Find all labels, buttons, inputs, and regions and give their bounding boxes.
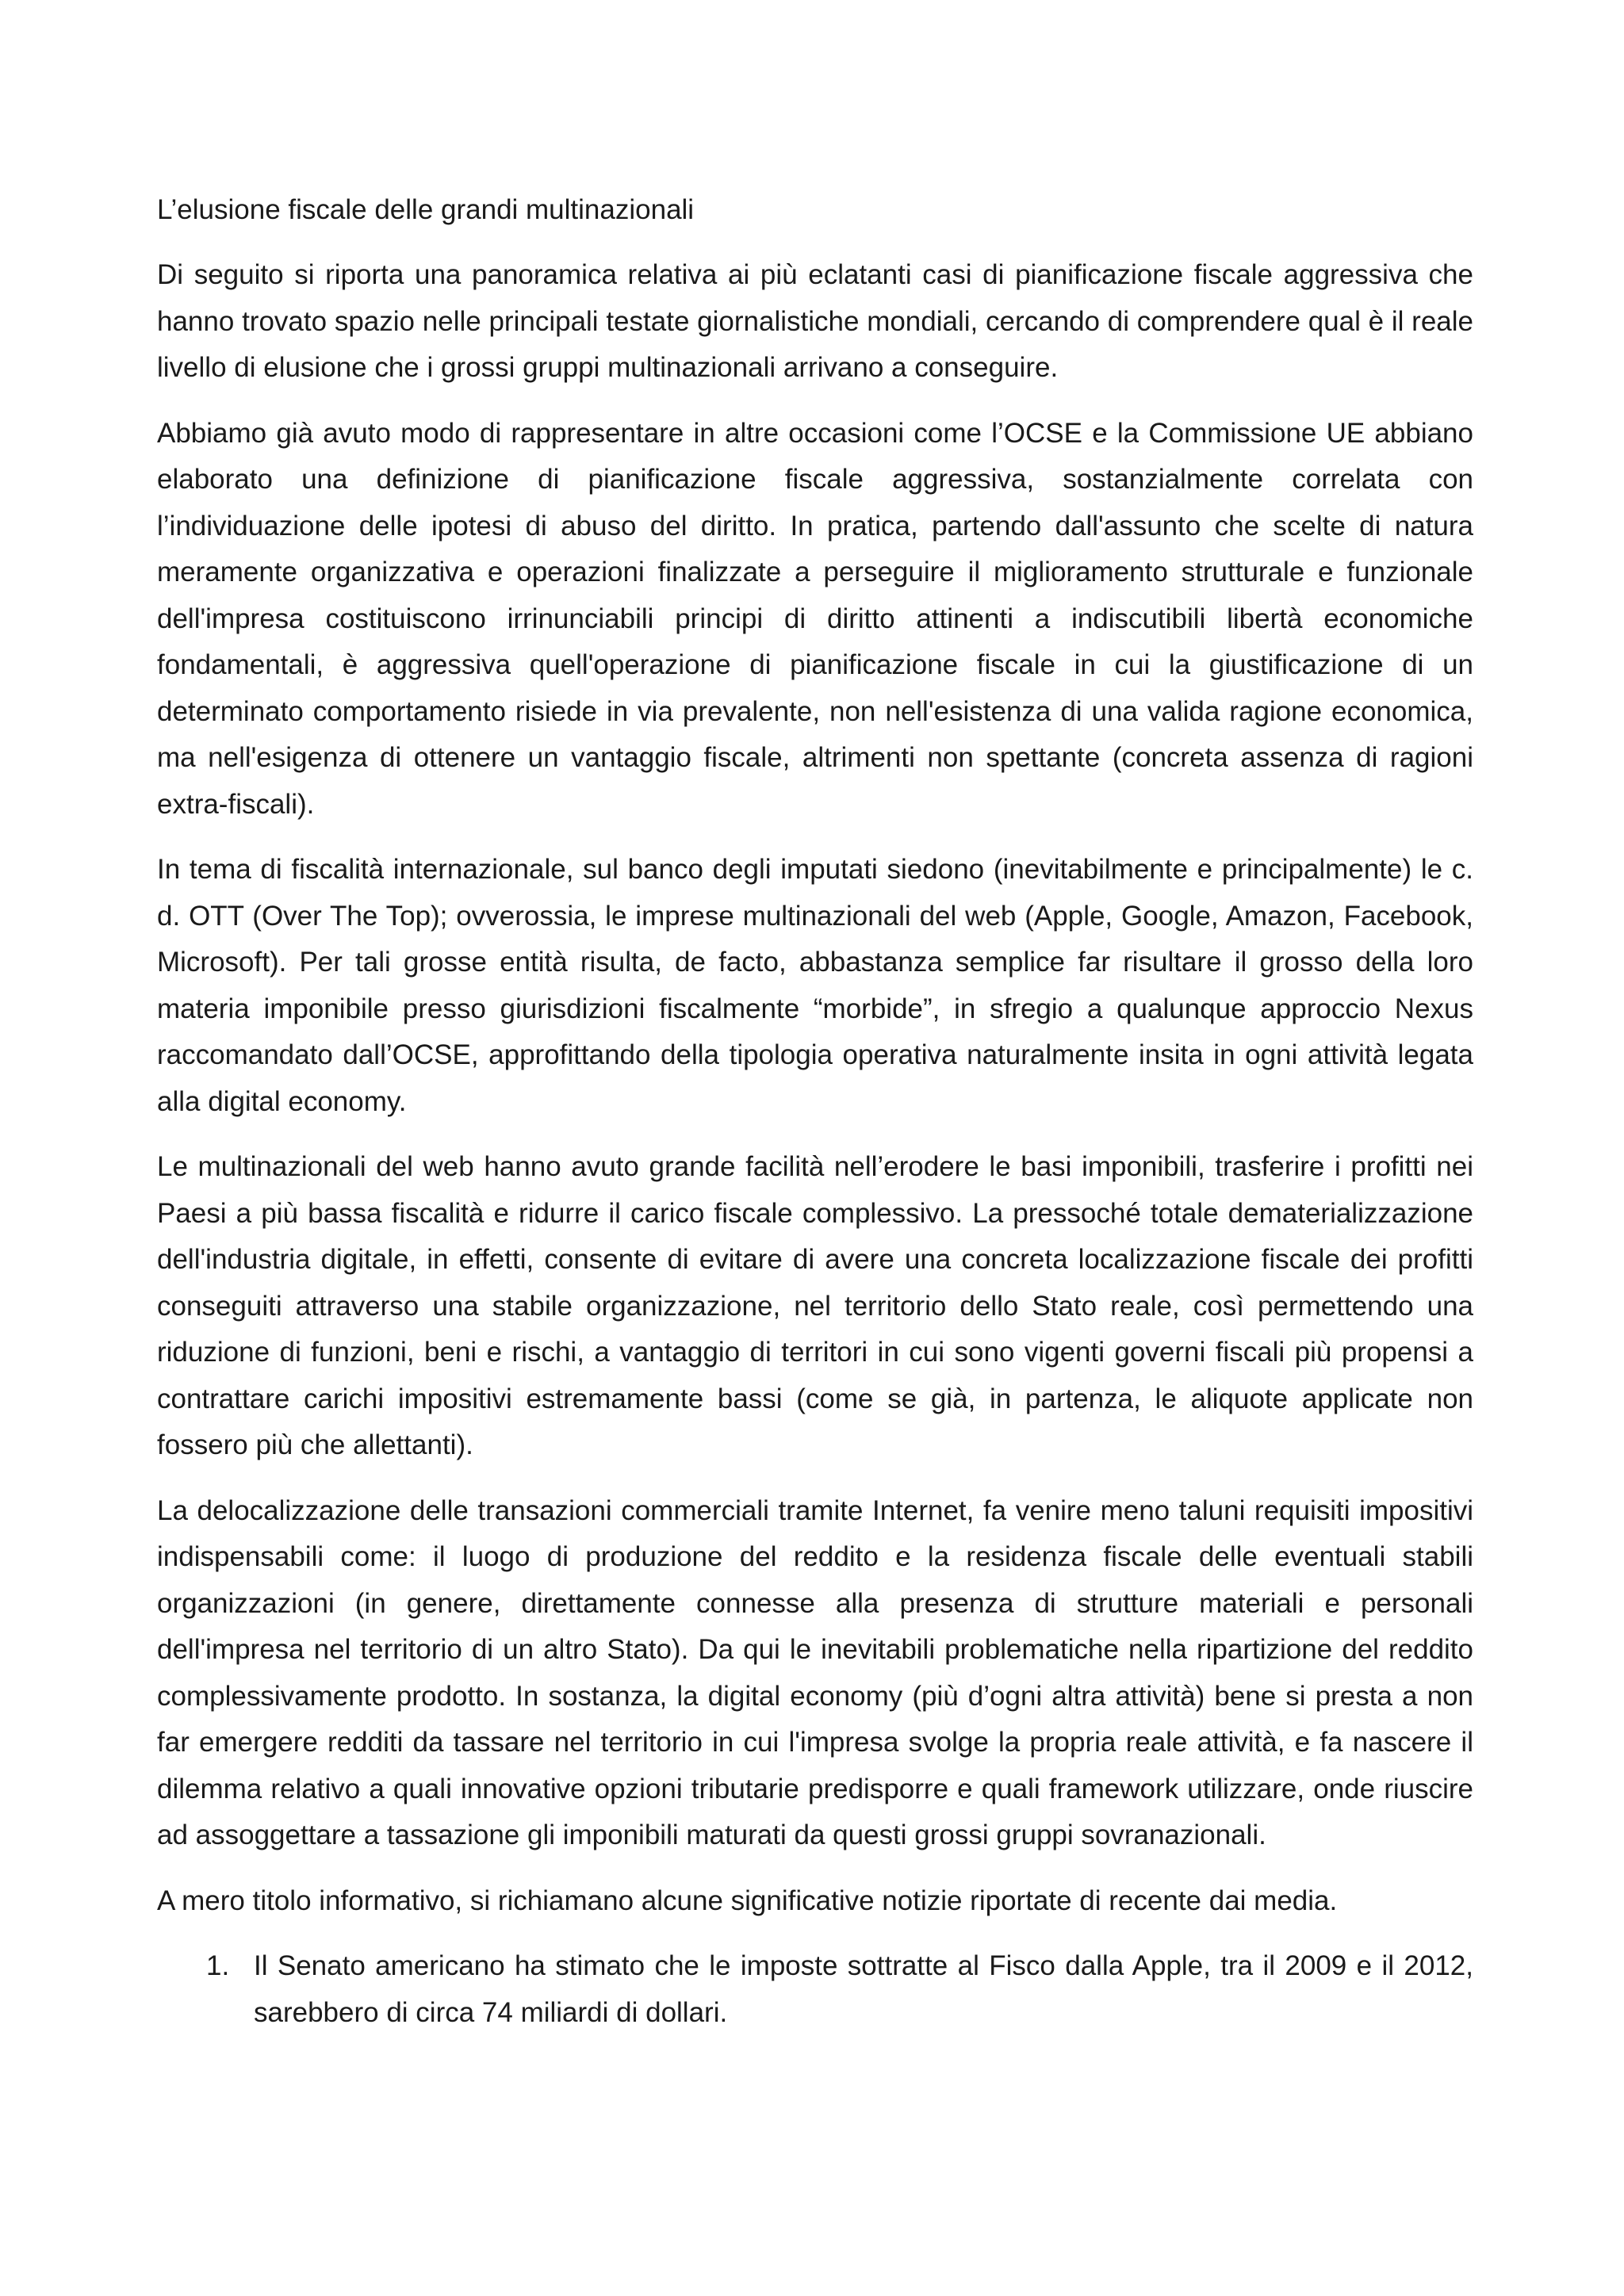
list-item bbox=[157, 1943, 1473, 2036]
paragraph-tax-base-erosion: Le multinazionali del web hanno avuto grande facilità nell’erodere le basi imponibili, trasferire i profitti nei Paesi a più bassa fiscalità e ridurre il carico fiscale complessivo. La pressoché totale dematerializzazione dell'industria digitale, in effetti, consente di evitare di avere una concreta localizzazione fiscale dei profitti conseguiti attraverso una stabile organizzazione, nel territorio dello Stato reale, così permettendo una riduzione di funzioni, beni e rischi, a vantaggio di territori in cui sono vigenti governi fiscali più propensi a contrattare carichi impositivi estremamente bassi (come se già, in partenza, le aliquote applicate non fossero più che allettanti). bbox=[157, 1151, 1473, 1460]
document-title: L’elusione fiscale delle grandi multinazionali bbox=[157, 194, 695, 225]
list-item-number: 1. bbox=[206, 1950, 230, 1981]
document-page bbox=[157, 187, 1473, 2036]
paragraph-delocalization: La delocalizzazione delle transazioni commerciali tramite Internet, fa venire meno taluni requisiti impositivi indispensabili come: il luogo di produzione del reddito e la residenza fiscale delle eventuali stabili organizzazioni (in genere, direttamente connesse alla presenza di strutture materiali e personali dell'impresa nel territorio di un altro Stato). Da qui le inevitabili problematiche nella ripartizione del reddito complessivamente prodotto. In sostanza, la digital economy (più d’ogni altra attività) bene si presta a non far emergere redditi da tassare nel territorio in cui l'impresa svolge la propria reale attività, e fa nascere il dilemma relativo a quali innovative opzioni tributarie predisporre e quali framework utilizzare, onde riuscire ad assoggettare a tassazione gli imponibili maturati da questi grossi gruppi sovranazionali. bbox=[157, 1494, 1473, 1850]
paragraph-media-intro: A mero titolo informativo, si richiamano alcune significative notizie riportate di recente dai media. bbox=[157, 1885, 1338, 1916]
paragraph-overview: Di seguito si riporta una panoramica relativa ai più eclatanti casi di pianificazione fiscale aggressiva che hanno trovato spazio nelle principali testate giornalistiche mondiali, cercando di comprendere qual è il reale livello di elusione che i grossi gruppi multinazionali arrivano a conseguire. bbox=[157, 259, 1473, 383]
paragraph-aggressive-planning: Abbiamo già avuto modo di rappresentare in altre occasioni come l’OCSE e la Commissione UE abbiano elaborato una definizione di pianificazione fiscale aggressiva, sostanzialmente correlata con l’individuazione delle ipotesi di abuso del diritto. In pratica, partendo dall'assunto che scelte di natura meramente organizzativa e operazioni finalizzate a perseguire il miglioramento strutturale e funzionale dell'impresa costituiscono irrinunciabili principi di diritto attinenti a indiscutibili libertà economiche fondamentali, è aggressiva quell'operazione di pianificazione fiscale in cui la giustificazione di un determinato comportamento risiede in via prevalente, non nell'esistenza di una valida ragione economica, ma nell'esigenza di ottenere un vantaggio fiscale, altrimenti non spettante (concreta assenza di ragioni extra-fiscali). bbox=[157, 417, 1473, 820]
numbered-list bbox=[157, 1943, 1473, 2036]
paragraph-ott: In tema di fiscalità internazionale, sul banco degli imputati siedono (inevitabilmente e principalmente) le c. d. OTT (Over The Top); ovverossia, le imprese multinazionali del web (Apple, Google, Amazon, Facebook, Microsoft). Per tali grosse entità risulta, de facto, abbastanza semplice far risultare il grosso della loro materia imponibile presso giurisdizioni fiscalmente “morbide”, in sfregio a qualunque approccio Nexus raccomandato dall’OCSE, approfittando della tipologia operativa naturalmente insita in ogni attività legata alla digital economy. bbox=[157, 854, 1473, 1117]
list-item-text: Il Senato americano ha stimato che le imposte sottratte al Fisco dalla Apple, tra il 2009 e il 2012, sarebbero di circa 74 miliardi di dollari. bbox=[254, 1950, 1473, 2028]
